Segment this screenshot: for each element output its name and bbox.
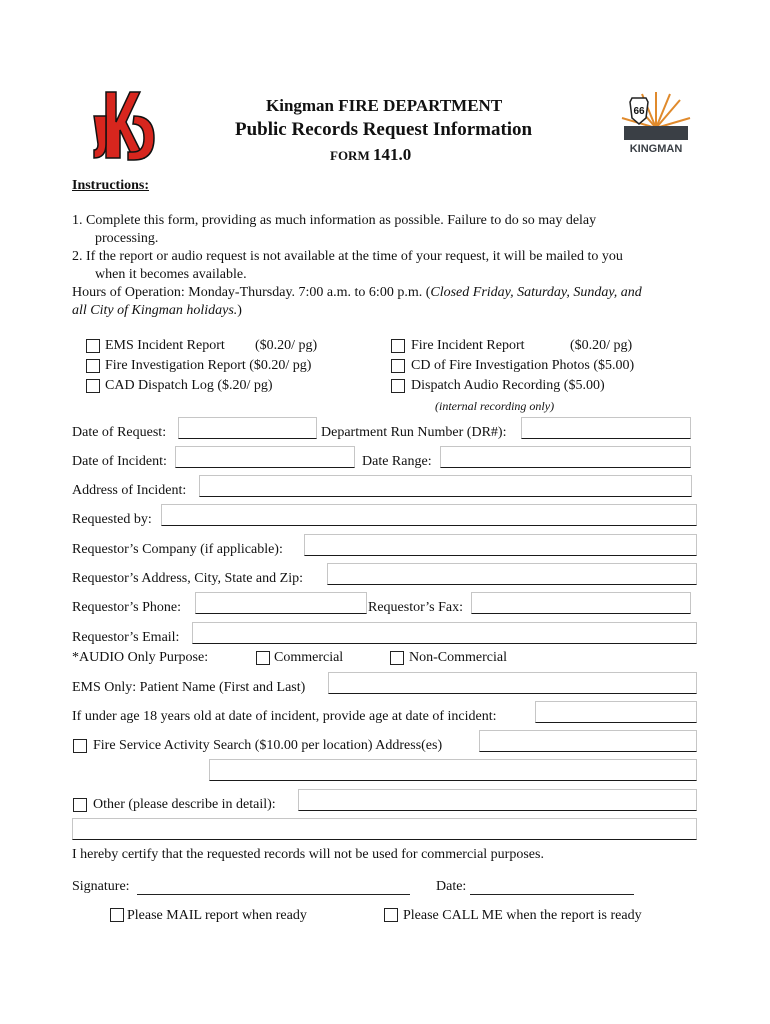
requested-by-field[interactable] — [161, 504, 697, 526]
fire-investigation-report-checkbox[interactable] — [86, 359, 100, 373]
date-of-request-label: Date of Request: — [72, 425, 167, 440]
ems-incident-report-price: ($0.20/ pg) — [255, 338, 318, 353]
non-commercial-label: Non-Commercial — [409, 650, 507, 665]
cad-dispatch-log-label: CAD Dispatch Log ($.20/ pg) — [105, 378, 273, 393]
requested-by-label: Requested by: — [72, 512, 152, 527]
instructions-heading: Instructions: — [72, 178, 150, 193]
requestor-company-label: Requestor’s Company (if applicable): — [72, 542, 283, 557]
requestor-company-field[interactable] — [304, 534, 697, 556]
commercial-checkbox[interactable] — [256, 651, 270, 665]
fire-incident-report-label: Fire Incident Report — [411, 338, 525, 353]
dept-run-number-label: Department Run Number (DR#): — [321, 425, 507, 440]
fire-service-search-checkbox[interactable] — [73, 739, 87, 753]
ems-incident-report-checkbox[interactable] — [86, 339, 100, 353]
address-of-incident-label: Address of Incident: — [72, 483, 187, 498]
address-of-incident-field[interactable] — [199, 475, 692, 497]
other-label: Other (please describe in detail): — [93, 797, 276, 812]
instruction-2a: 2. If the report or audio request is not available at the time of your request, it will be mailed to you — [72, 249, 623, 264]
dispatch-audio-checkbox[interactable] — [391, 379, 405, 393]
date-of-incident-label: Date of Incident: — [72, 454, 167, 469]
fire-service-address-field-2[interactable] — [209, 759, 697, 781]
instruction-2b: when it becomes available. — [95, 267, 247, 282]
non-commercial-checkbox[interactable] — [390, 651, 404, 665]
under-18-age-field[interactable] — [535, 701, 697, 723]
date-range-label: Date Range: — [362, 454, 432, 469]
date-of-incident-field[interactable] — [175, 446, 355, 468]
under-18-label: If under age 18 years old at date of incident, provide age at date of incident: — [72, 709, 497, 724]
requestor-fax-label: Requestor’s Fax: — [368, 600, 464, 615]
requestor-address-field[interactable] — [327, 563, 697, 585]
kfd-logo — [88, 90, 160, 162]
cd-fire-photos-checkbox[interactable] — [391, 359, 405, 373]
header-line2: Public Records Request Information — [235, 119, 533, 140]
instruction-1a: 1. Complete this form, providing as much information as possible. Failure to do so may delay — [72, 213, 597, 228]
cad-dispatch-log-checkbox[interactable] — [86, 379, 100, 393]
audio-purpose-label: *AUDIO Only Purpose: — [72, 650, 209, 665]
other-detail-field-2[interactable] — [72, 818, 697, 840]
requestor-email-label: Requestor’s Email: — [72, 630, 180, 645]
date-of-request-field[interactable] — [178, 417, 317, 439]
ems-patient-name-field[interactable] — [328, 672, 697, 694]
fire-incident-report-price: ($0.20/ pg) — [570, 338, 633, 353]
requestor-phone-label: Requestor’s Phone: — [72, 600, 182, 615]
mail-report-checkbox[interactable] — [110, 908, 124, 922]
fire-service-address-field-1[interactable] — [479, 730, 697, 752]
fire-service-search-label: Fire Service Activity Search ($10.00 per location) Address(es) — [93, 738, 443, 753]
mail-report-label: Please MAIL report when ready — [127, 908, 307, 923]
hours-line1: Hours of Operation: Monday-Thursday. 7:00 a.m. to 6:00 p.m. (Closed Friday, Saturday, Sunday, and — [72, 285, 642, 300]
certify-statement: I hereby certify that the requested records will not be used for commercial purposes. — [72, 847, 544, 862]
commercial-label: Commercial — [274, 650, 344, 665]
requestor-address-label: Requestor’s Address, City, State and Zip: — [72, 571, 303, 586]
call-me-label: Please CALL ME when the report is ready — [403, 908, 642, 923]
hours-line2: all City of Kingman holidays.) — [72, 303, 242, 318]
internal-recording-note: (internal recording only) — [435, 399, 555, 413]
date-label: Date: — [436, 879, 467, 894]
form-number: FORM 141.0 — [330, 145, 412, 164]
header-line1: Kingman FIRE DEPARTMENT — [266, 96, 503, 115]
other-detail-field-1[interactable] — [298, 789, 697, 811]
fire-investigation-report-label: Fire Investigation Report ($0.20/ pg) — [105, 358, 312, 373]
route-66-number: 66 — [633, 106, 645, 117]
requestor-fax-field[interactable] — [471, 592, 691, 614]
requestor-email-field[interactable] — [192, 622, 697, 644]
dept-run-number-field[interactable] — [521, 417, 691, 439]
signature-line[interactable] — [137, 878, 410, 895]
cd-fire-photos-label: CD of Fire Investigation Photos ($5.00) — [411, 358, 635, 373]
date-range-field[interactable] — [440, 446, 691, 468]
kingman-logo-text: KINGMAN — [629, 143, 683, 155]
other-checkbox[interactable] — [73, 798, 87, 812]
kingman-route66-logo — [618, 88, 694, 166]
fire-incident-report-checkbox[interactable] — [391, 339, 405, 353]
date-line[interactable] — [470, 878, 634, 895]
call-me-checkbox[interactable] — [384, 908, 398, 922]
signature-label: Signature: — [72, 879, 130, 894]
dispatch-audio-label: Dispatch Audio Recording ($5.00) — [411, 378, 605, 393]
ems-incident-report-label: EMS Incident Report — [105, 338, 225, 353]
instruction-1b: processing. — [95, 231, 159, 246]
ems-patient-name-label: EMS Only: Patient Name (First and Last) — [72, 680, 306, 695]
requestor-phone-field[interactable] — [195, 592, 367, 614]
